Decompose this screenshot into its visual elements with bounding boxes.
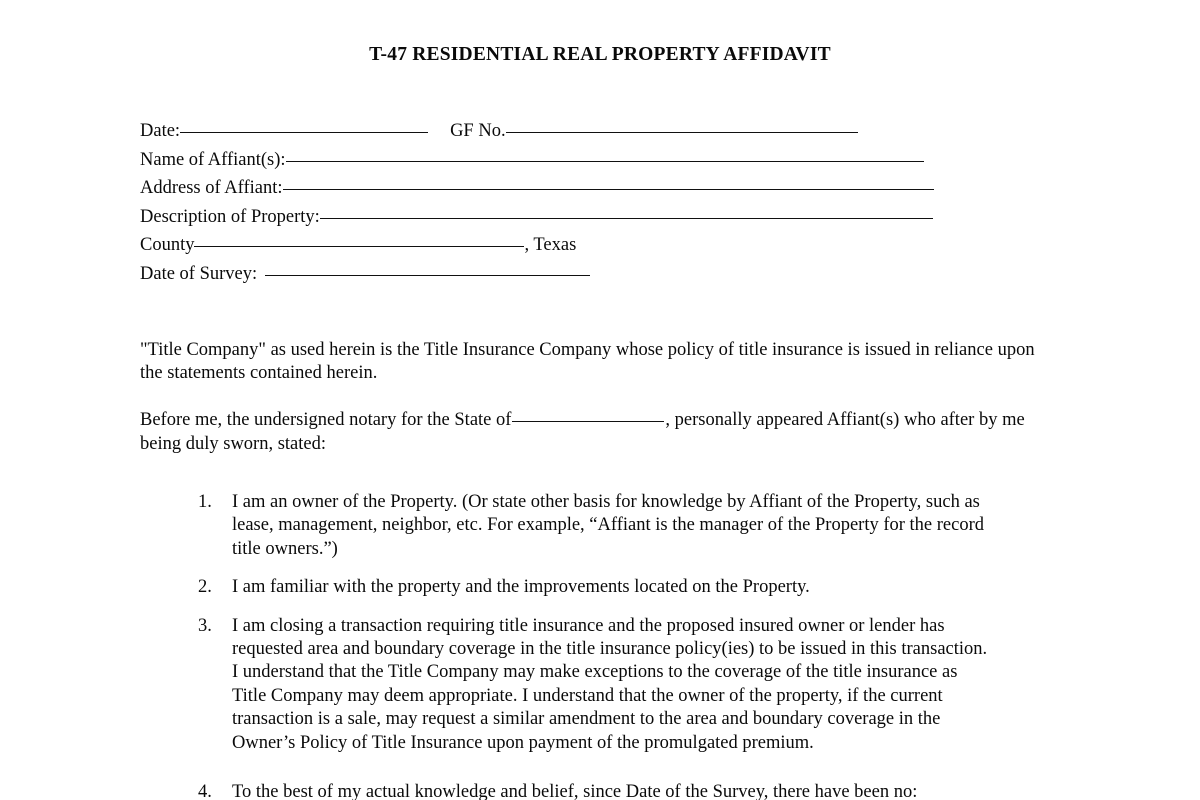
list-item [198, 491, 988, 561]
county-label: County [140, 235, 195, 256]
list-item [198, 615, 988, 755]
name-of-affiant-input-blank[interactable] [286, 161, 924, 162]
list-item-number: 3. [198, 615, 212, 636]
list-item-text: I am an owner of the Property. (Or state other basis for knowledge by Affiant of the Property, such as lease, management, neighbor, etc. For example, “Affiant is the manager of the Property for the record title owners.”) [232, 492, 984, 559]
notary-intro-after-text: , personally appeared Affiant(s) who after by me being duly sworn, stated: [140, 410, 1025, 454]
form-row-county [140, 231, 1070, 260]
form-row-address-of-affiant [140, 174, 1070, 203]
form-row-name-of-affiant [140, 146, 1070, 175]
county-input-blank[interactable] [194, 246, 524, 247]
county-state-suffix: , Texas [524, 235, 577, 256]
gf-no-input-blank[interactable] [506, 132, 858, 133]
form-row-date-of-survey [140, 260, 1070, 289]
list-item-text: To the best of my actual knowledge and belief, since Date of the Survey, there have been no: [232, 782, 918, 800]
title-company-definition-paragraph: "Title Company" as used herein is the Title Insurance Company whose policy of title insurance is issued in reliance upon the statements contained herein. [140, 340, 1035, 384]
gf-no-label: GF No. [450, 121, 506, 141]
list-item-number: 1. [198, 492, 212, 512]
date-label: Date: [140, 121, 181, 141]
list-item-number: 2. [198, 577, 212, 598]
name-of-affiant-label: Name of Affiant(s): [140, 149, 286, 170]
date-input-blank[interactable] [180, 132, 428, 133]
affidavit-body [140, 339, 1052, 456]
list-item-text: I am closing a transaction requiring title insurance and the proposed insured owner or lender has requested area and boundary coverage in the title insurance policy(ies) to be issued in this transaction. I understand that the Title Company may make exceptions to the coverage of the title insurance as Title Company may deem appropriate. I understand that the owner of the property, if the current transaction is a sale, may request a similar amendment to the area and boundary coverage in the Owner’s Policy of Title Insurance upon payment of the promulgated premium. [232, 615, 988, 753]
description-of-property-label: Description of Property: [140, 206, 320, 227]
form-row-date-gfno [140, 117, 1070, 146]
list-item [198, 576, 988, 599]
notary-intro-paragraph [140, 409, 1052, 456]
address-of-affiant-input-blank[interactable] [283, 189, 934, 190]
page-title: T-47 RESIDENTIAL REAL PROPERTY AFFIDAVIT [369, 44, 831, 65]
form-row-description-of-property [140, 203, 1070, 232]
affidavit-form-fields [140, 117, 1070, 289]
description-of-property-input-blank[interactable] [320, 218, 933, 219]
list-item-clipped [198, 781, 1028, 800]
notary-intro-before-text: Before me, the undersigned notary for the State of [140, 410, 512, 431]
affidavit-statement-list [198, 491, 988, 755]
list-item-text: I am familiar with the property and the improvements located on the Property. [232, 577, 810, 598]
date-of-survey-label: Date of Survey: [140, 263, 258, 284]
address-of-affiant-label: Address of Affiant: [140, 178, 283, 199]
list-item-number: 4. [198, 782, 212, 800]
notary-state-input-blank[interactable] [512, 421, 664, 422]
date-of-survey-input-blank[interactable] [265, 275, 590, 276]
